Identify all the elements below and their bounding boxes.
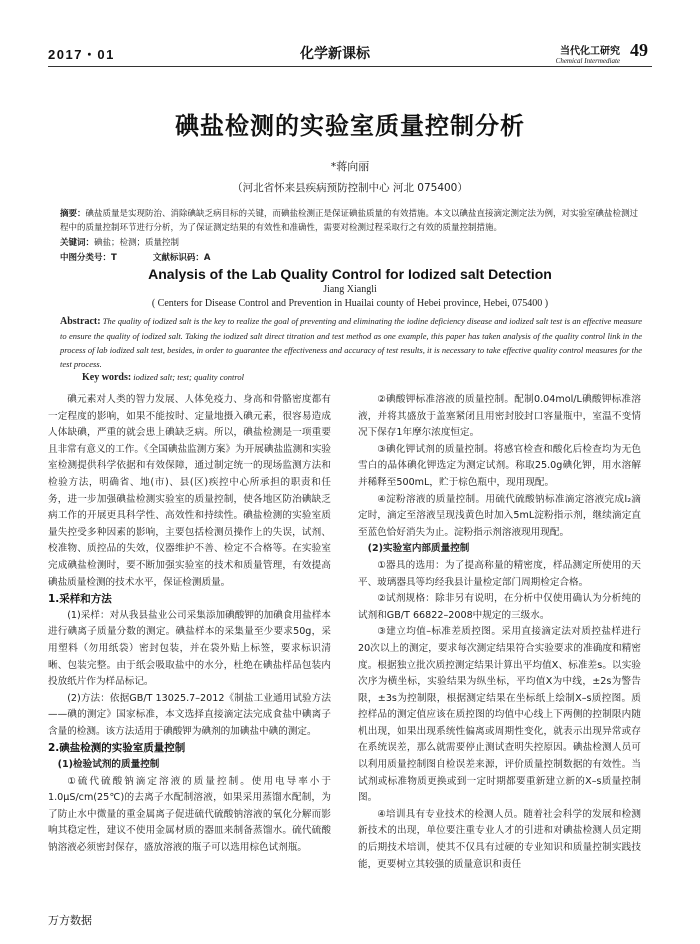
affiliation: （河北省怀来县疾病预防控制中心 河北 075400） — [232, 182, 468, 194]
reagent-paragraph-1: ①硫代硫酸钠滴定溶液的质量控制。使用电导率小于1.0μS/cm(25℃)的去离子水配制溶液，如果采用蒸馏水配制，为了防止水中微量的重金属离子促进硫代硫酸钠溶液的氧化分解而影响其稳定性，建议不使用金属材质的器皿来制备蒸馏水。硫代硫酸钠溶液必须密封保存，盛放溶液的瓶子可以选用棕色试剂瓶。 — [48, 775, 331, 854]
internal-qc-paragraph-3: ③建立均值–标准差质控图。采用直接滴定法对质控盐样进行20次以上的测定，要求每次测定结果符合实验要求的准确度和精密度。根据独立批次质控测定结果计算出平均值X、标准差s。以实验次序为横坐标，实验结果为纵坐标，平均值X为中线，±2s为警告限，±3s为控制限，根据测定结果在坐标纸上绘制X–s质控图。质控样品的测定值应该在质控图的均值中心线上下两侧的控制限内随机出现，如果出现系统性偏离或周期性变化，就表示出现异常或存在系统误差，那么就需要停止测试查明失控原因。碘盐检测人员可以利用质量控制图自检误差来源，评价质量控制数据的有效性。当试剂或标准物质更换或到一定时期都要重新建立新的X–s质量控制图。 — [358, 626, 641, 804]
page-number: 49 — [630, 40, 648, 60]
english-abstract-text: The quality of iodized salt is the key to realize the goal of preventing and eliminating the iodine deficiency disease and iodized salt test is an effective measure to ensure the quality of iodized salt. Taking the iodized salt direct titration and test method as one example, this paper has taken analysis of the quality control link in the process of lab iodized salt test, besides, in order to guarantee the effectiveness and accuracy of test results, it is necessary to take effective quality control measures for the test process. — [60, 316, 643, 369]
english-abstract-label: Abstract: — [60, 316, 101, 327]
section-heading-1: 1.采样和方法 — [48, 593, 112, 606]
english-keywords — [82, 372, 244, 383]
reagent-paragraph-2: ②碘酸钾标准溶液的质量控制。配制0.04mol/L碘酸钾标准溶液，并将其盛放于盖塞紧闭且用密封胶封口容量瓶中，室温不变情况下保存1年摩尔浓度恒定。 — [358, 394, 641, 439]
author: *蒋向丽 — [330, 160, 370, 173]
reagent-paragraph-4: ④淀粉溶液的质量控制。用硫代硫酸钠标准滴定溶液完成I₂滴定时，滴定至溶液呈现浅黄色时加入5mL淀粉指示剂，继续滴定直至蓝色恰好消失为止。淀粉指示剂溶液现用现配。 — [358, 493, 641, 538]
clc-number: 中图分类号：T — [60, 253, 117, 263]
english-author: Jiang Xiangli — [323, 284, 377, 295]
intro-paragraph: 碘元素对人类的智力发展、人体免疫力、身高和骨骼密度都有一定程度的影响，如果不能按时、定量地摄入碘元素，很容易造成人体缺碘，严重的就会患上碘缺乏病。所以，碘盐检测是一项重要且非常有意义的工作。《全国碘盐监测方案》为开展碘盐监测和实验室检测提供科学依据和有效保障，通过制定统一的现场监测方法和检验方法，明确省、地(市)、县(区)疾控中心所承担的职责和任务，进一步加强碘盐检测实验室的质量控制，使各地区防治碘缺乏病工作的开展更具科学性、高效性和持续性。碘盐检测的实验室质量失控受多种因素的影响，主要包括检测员操作上的失误，试剂、校准物、质控品的失效，仪器维护不善、检定不合格等。在实验室完成碘盐检测时，要不断加强实验室的技术和质量管理，有效提高碘盐质量检测的技术水平，保证检测质量。 — [48, 394, 332, 588]
keywords-cn — [60, 236, 179, 248]
internal-qc-paragraph-2: ②试剂规格：除非另有说明，在分析中仅使用确认为分析纯的试剂和GB/T 66822–2008中规定的三级水。 — [358, 593, 641, 621]
english-keywords-text: iodized salt; test; quality control — [133, 372, 244, 382]
abstract-cn-label: 摘要： — [60, 209, 86, 219]
brand-chinese: 当代化工研究 — [560, 46, 620, 57]
keywords-cn-text: 碘盐；检测；质量控制 — [94, 238, 180, 248]
section-heading-2: 2.碘盐检测的实验室质量控制 — [48, 742, 186, 755]
journal-section: 化学新课标 — [300, 46, 370, 62]
subsection-heading-2: (2)实验室内部质量控制 — [367, 543, 470, 555]
keywords-cn-label: 关键词： — [60, 238, 95, 248]
reagent-paragraph-3: ③碘化钾试剂的质量控制。将感官检查和酸化后检查均为无色雪白的晶体碘化钾选定为测定试剂。称取25.0g碘化钾，用水溶解并稀释至500mL，贮于棕色瓶中，现用现配。 — [358, 443, 641, 488]
english-affiliation: ( Centers for Disease Control and Prevention in Huailai county of Hebei province, Hebei, 075400 ) — [151, 298, 549, 309]
body-left-column — [48, 392, 331, 857]
english-abstract — [60, 314, 642, 371]
brand-english: Chemical Intermediate — [555, 57, 620, 65]
subsection-heading-1: (1)检验试剂的质量控制 — [57, 759, 160, 771]
document-code: 文献标识码：A — [152, 253, 211, 263]
abstract-cn-text: 碘盐质量是实现防治、消除碘缺乏病目标的关键，而碘盐检测正是保证碘盐质量的有效措施。本文以碘盐直接滴定测定法为例，对实验室碘盐检测过程中的质量控制环节进行分析，为了保证测定结果的有效性和准确性，需要对检测过程采取行之有效的质量控制措施。 — [60, 209, 639, 233]
classification — [60, 251, 246, 263]
header-rule — [48, 66, 652, 67]
internal-qc-paragraph-4: ④培训具有专业技术的检测人员。随着社会科学的发展和检测新技术的出现，单位要注重专业人才的引进和对碘盐检测人员定期的后期技术培训，使其不仅具有过硬的专业知识和质量控制实践技能，更要树立其较强的质量意识和责任 — [358, 808, 641, 870]
internal-qc-paragraph-1: ①器具的选用：为了提高称量的精密度，样品测定所使用的天平、玻璃器具等均经我县计量检定部门周期检定合格。 — [358, 559, 641, 588]
body-right-column — [358, 392, 641, 873]
abstract-cn — [60, 207, 642, 235]
footer-watermark: 万方数据 — [48, 914, 92, 927]
journal-brand — [540, 42, 620, 65]
sampling-paragraph: (1)采样：对从我县盐业公司采集添加碘酸钾的加碘食用盐样本进行碘离子质量分数的测定。碘盐样本的采集量至少要求50g，采用塑料（勿用纸袋）密封包装，并在袋外贴上标签，要求标识清晰、包装完整。由于纸会吸取盐中的水分，杜绝在碘盐样品包装内投放纸片作为样品标记。 — [48, 609, 331, 688]
issue-number: 2017・01 — [48, 47, 115, 62]
english-keywords-label: Key words: — [82, 372, 132, 383]
method-paragraph: (2)方法：依据GB/T 13025.7–2012《制盐工业通用试验方法——碘的测定》国家标准，本文选择直接滴定法完成食盐中碘离子含量的检测。该方法适用于碘酸钾为碘剂的加碘盐中碘的测定。 — [48, 692, 331, 737]
paper-title: 碘盐检测的实验室质量控制分析 — [175, 112, 525, 140]
english-title: Analysis of the Lab Quality Control for Iodized salt Detection — [148, 266, 552, 282]
